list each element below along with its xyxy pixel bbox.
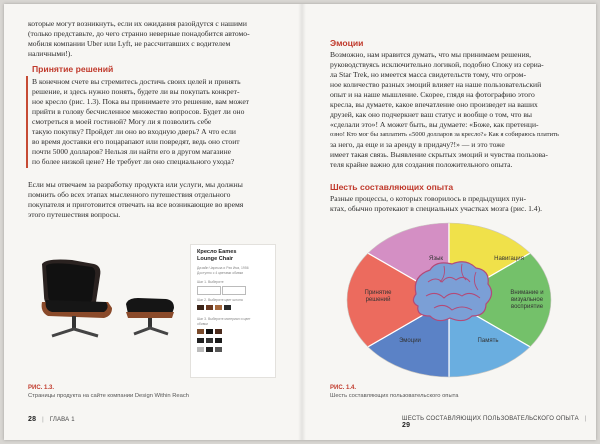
- veneer-swatch[interactable]: [215, 305, 222, 310]
- upholstery-swatch[interactable]: [206, 338, 213, 343]
- sidebar-accent-bar: [26, 76, 28, 168]
- text-line: ное количество разных эмоций влияет на наше пользовательский: [330, 80, 542, 89]
- text-line: ктах, обычно протекают в специальных участках мозга (рис. 1.4).: [330, 204, 543, 213]
- text-line: по более низкой цене? Не требует ли оно специального ухода?: [32, 157, 235, 166]
- ottoman-wood-shell: [126, 312, 174, 318]
- segment-label-navigation: Навигация: [494, 256, 524, 262]
- left-page: [4, 4, 300, 440]
- text-line: теля крайне важно для создания положительного опыта.: [330, 160, 513, 169]
- veneer-swatch[interactable]: [206, 305, 213, 310]
- section-heading-emotions: Эмоции: [330, 38, 364, 48]
- figure-label-1-4: РИС. 1.4.: [330, 385, 356, 391]
- segment-label-attention: Внимание и визуальное восприятие: [510, 290, 544, 310]
- text-line: почти 5000 долларов? Нельзя ли найти его в другом магазине: [32, 147, 232, 156]
- ottoman-cushion: [126, 298, 174, 314]
- figure-label-1-3: РИС. 1.3.: [28, 385, 54, 391]
- text-line: имеет такая связь. Выявление скрытых эмоций и чувства пользова-: [330, 150, 548, 159]
- intro-paragraph: [28, 19, 250, 59]
- product-meta-line: Дизайн Чарльза и Рэя Имз, 1956: [197, 266, 249, 270]
- upholstery-swatch[interactable]: [215, 347, 222, 352]
- text-line: озно! Кто мог бы заплатить «5000 долларов за кресло?» Как я собираюсь платить: [330, 131, 559, 138]
- right-page-number: 29: [402, 422, 411, 429]
- text-line: этого путешествия вопросы.: [28, 210, 121, 219]
- text-line: во время доставки его поцарапают или повредят, ведь оно стоит: [32, 137, 240, 146]
- step2-label: Шаг 2. Выберите цвет шпона: [197, 298, 243, 302]
- text-line: мобиля компании Uber или Lyft, не рассчитавших с водителем: [28, 39, 231, 48]
- figure-caption-1-4: Шесть составляющих пользовательского опыта: [330, 393, 459, 399]
- text-line: помнить обо всех этапах мысленного путешествия отдельного: [28, 190, 231, 199]
- lounge-chair-illustration: [32, 256, 182, 346]
- step1-label: Шаг 1. Выберите: [197, 280, 224, 284]
- ottoman-base: [134, 328, 168, 334]
- product-title-line: Lounge Chair: [197, 256, 234, 262]
- text-line: ла Star Trek, но имеется масса свидетельств тому, что огром-: [330, 70, 526, 79]
- step3-label: Шаг 3. Выберите материал и цвет: [197, 317, 251, 321]
- chair-base: [52, 329, 98, 336]
- text-line: «сделали это»! А может быть, вы думаете: «Боже, как претенци-: [330, 120, 539, 129]
- text-line: кресла, вы думаете, какое впечатление оно произведет на ваших: [330, 100, 538, 109]
- right-page: [304, 4, 596, 440]
- running-head: ШЕСТЬ СОСТАВЛЯЮЩИХ ПОЛЬЗОВАТЕЛЬСКОГО ОПЫТА: [402, 416, 579, 422]
- text-line: ное кресло (рис. 1.3). Пока вы принимаете это решение, вам может: [32, 97, 250, 106]
- upholstery-swatch[interactable]: [197, 338, 204, 343]
- right-footer: ШЕСТЬ СОСТАВЛЯЮЩИХ ПОЛЬЗОВАТЕЛЬСКОГО ОПЫТА | 29: [402, 416, 587, 429]
- left-page-number: 28: [28, 416, 37, 423]
- segment-label-language: Язык: [428, 256, 444, 262]
- text-line: друзей, как оно подчеркнет ваш статус и вообще о том, что вы: [330, 110, 533, 119]
- text-line: (только представьте, до чего странно неверные понадобится автомо-: [28, 29, 250, 38]
- decisions-paragraph: [32, 77, 249, 167]
- section-heading-six-components: Шесть составляющих опыта: [330, 182, 454, 192]
- step3-label: обивки: [197, 322, 208, 326]
- product-title-line: Кресло Eames: [197, 249, 237, 255]
- left-footer: 28 | ГЛАВА 1: [28, 416, 75, 423]
- text-line: Разные процессы, о которых говорилось в предыдущих пун-: [330, 194, 526, 203]
- chair-seat-cushion: [46, 300, 108, 312]
- segment-label-memory: Память: [477, 338, 499, 344]
- section-heading-decisions: Принятие решений: [32, 64, 114, 74]
- option-button-2[interactable]: [222, 286, 246, 295]
- text-line: прийти в голову бесчисленное множество вопросов. Будет ли оно: [32, 107, 245, 116]
- product-meta-line: Доступно с 4 цветами обивки: [197, 271, 244, 275]
- upholstery-swatch[interactable]: [206, 329, 213, 334]
- text-line: которые могут возникнуть, если их ожидания разойдутся с нашими: [28, 19, 247, 28]
- option-button-1[interactable]: [197, 286, 221, 295]
- segment-label-emotions: Эмоции: [399, 338, 421, 344]
- product-title: [197, 249, 236, 263]
- text-line: за него, да еще и за аренду в придачу?!» — и это тоже: [330, 140, 505, 149]
- veneer-swatch[interactable]: [197, 305, 204, 310]
- upholstery-swatch[interactable]: [206, 347, 213, 352]
- text-line: решение, и здесь нужно понять, будете ли вы покупать конкрет-: [32, 87, 240, 96]
- upholstery-swatch[interactable]: [197, 347, 204, 352]
- upholstery-swatch[interactable]: [215, 338, 222, 343]
- text-line: Если мы отвечаем за разработку продукта или услуги, мы должны: [28, 180, 243, 189]
- text-line: смотреться в моей гостиной? Могу ли я позволить себе: [32, 117, 212, 126]
- figure-caption-1-3: Страницы продукта на сайте компании Design Within Reach: [28, 393, 190, 399]
- text-line: В конечном счете вы стремитесь достичь своих целей и принять: [32, 77, 241, 86]
- upholstery-swatch[interactable]: [215, 329, 222, 334]
- body-paragraph: [28, 180, 243, 220]
- text-line: наличными!).: [28, 49, 73, 58]
- book-spread: [4, 4, 596, 440]
- product-options-panel: [190, 244, 276, 378]
- emotions-paragraph: [330, 50, 559, 170]
- text-line: руководствуясь исключительно логикой, подобно Споку из сериа-: [330, 60, 544, 69]
- chapter-label: ГЛАВА 1: [49, 417, 75, 423]
- veneer-swatch[interactable]: [224, 305, 231, 310]
- text-line: опыт и на наше мышление. Скорее, глядя на фотографию этого: [330, 90, 535, 99]
- text-line: покупателя и приготовится отвечать на все возникающие во время: [28, 200, 244, 209]
- segment-label-decisions: Принятие решений: [364, 290, 392, 303]
- text-line: такую покупку? Пройдет ли оно во входную дверь? А что если: [32, 127, 236, 136]
- text-line: Возможно, нам нравится думать, что мы принимаем решения,: [330, 50, 532, 59]
- chair-backrest-cushion: [46, 263, 95, 306]
- upholstery-swatch[interactable]: [197, 329, 204, 334]
- six-components-paragraph: [330, 194, 542, 214]
